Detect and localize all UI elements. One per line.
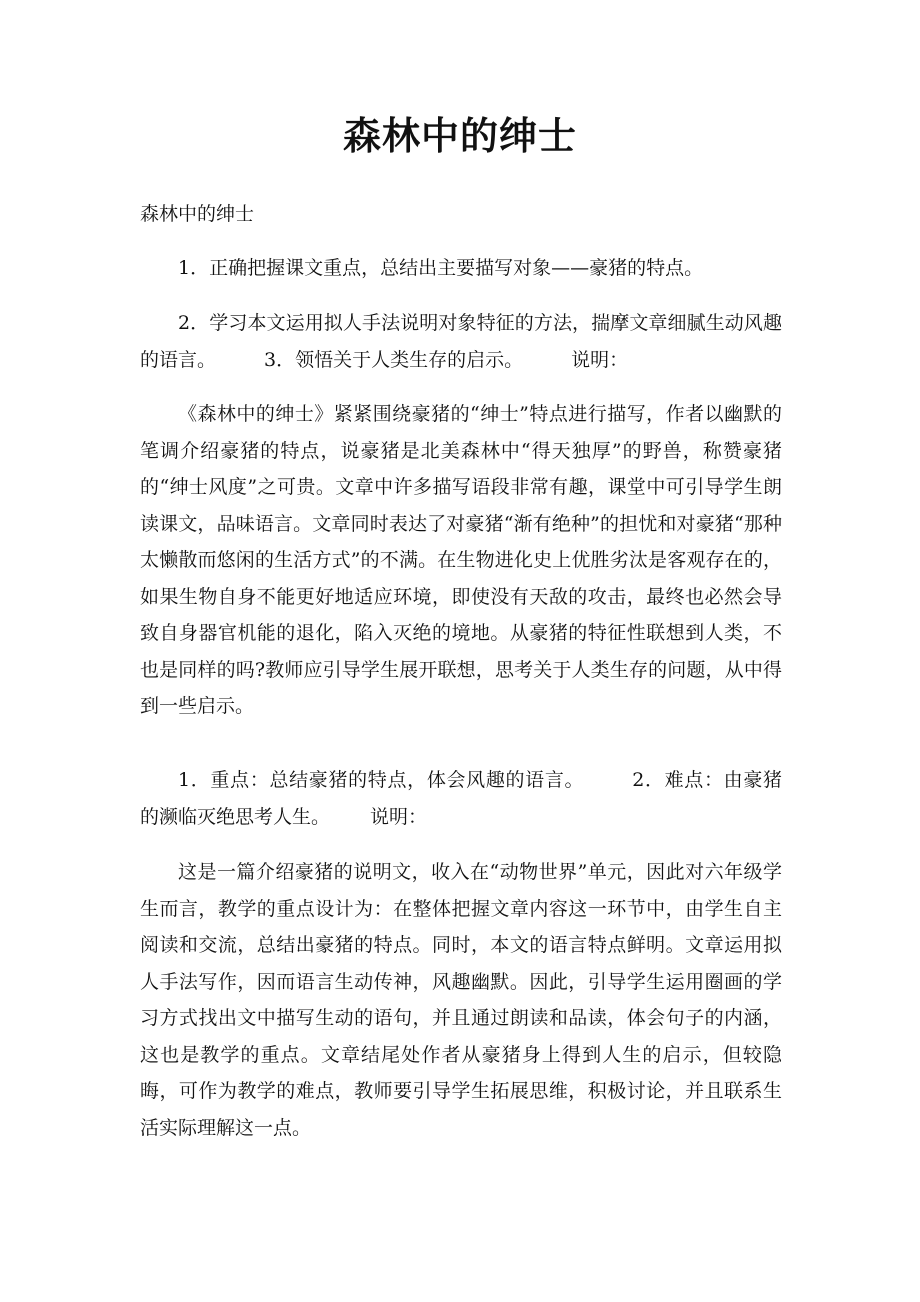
key-difficult-paragraph <box>140 762 782 835</box>
goal-2: 2．学习本文运用拟人手法说明对象特征的方法，揣摩文章细腻生动风趣的语言。 <box>140 312 782 371</box>
key-point: 1．重点：总结豪猪的特点，体会风趣的语言。 <box>178 769 585 791</box>
subtitle: 森林中的绅士 <box>140 203 255 225</box>
goal-1: 1．正确把握课文重点，总结出主要描写对象——豪猪的特点。 <box>178 257 704 279</box>
goal-3: 3．领悟关于人类生存的启示。 <box>264 348 524 371</box>
goal-2-3-paragraph <box>140 305 782 378</box>
page-title: 森林中的绅士 <box>342 113 577 158</box>
difficult-point: 2．难点：由豪猪的濒临灭绝思考人生。 <box>140 769 782 828</box>
note-label-1: 说明： <box>571 348 629 371</box>
explanation-1: 《森林中的绅士》紧紧围绕豪猪的“绅士”特点进行描写，作者以幽默的笔调介绍豪猪的特点，说豪猪是北美森林中“得天独厚”的野兽，称赞豪猪的“绅士风度”之可贵。文章中许多描写语段非常有趣，课堂中可引导学生朗读课文，品味语言。文章同时表达了对豪猪“渐有绝种”的担忧和对豪猪“那种太懒散而悠闲的生活方式”的不满。在生物进化史上优胜劣汰是客观存在的，如果生物自身不能更好地适应环境，即使没有天敌的攻击，最终也必然会导致自身器官机能的退化，陷入灭绝的境地。从豪猪的特征性联想到人类，不也是同样的吗?教师应引导学生展开联想，思考关于人类生存的问题，从中得到一些启示。 <box>140 403 782 717</box>
note-label-2: 说明： <box>370 805 428 828</box>
explanation-2: 这是一篇介绍豪猪的说明文，收入在“动物世界”单元，因此对六年级学生而言，教学的重点设计为：在整体把握文章内容这一环节中，由学生自主阅读和交流，总结出豪猪的特点。同时，本文的语言特点鲜明。文章运用拟人手法写作，因而语言生动传神，风趣幽默。因此，引导学生运用圈画的学习方式找出文中描写生动的语句，并且通过朗读和品读，体会句子的内涵，这也是教学的重点。文章结尾处作者从豪猪身上得到人生的启示，但较隐晦，可作为教学的难点，教师要引导学生拓展思维，积极讨论，并且联系生活实际理解这一点。 <box>140 861 782 1139</box>
